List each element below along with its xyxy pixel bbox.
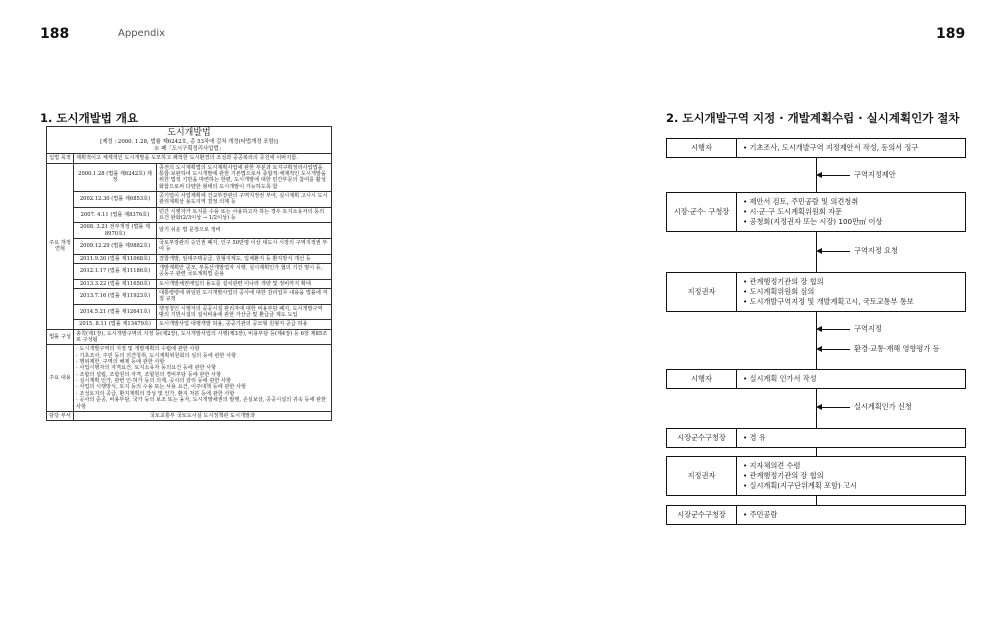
history-text: 민간 시행자가 토지를 수용 또는 사용하고자 하는 경우 토지소유자의 동의요건 완화(2/3이상 → 1/2이상) 등 — [157, 207, 332, 223]
step-actor: 시장·군수· 구청장 — [667, 193, 737, 231]
contents-item: · 공사의 준공, 비용부담, 국가 등의 보조 또는 융자, 도시개발채권의 발행, 손실보상, 공공시설의 귀속 등에 관한 사항 — [76, 397, 329, 410]
arrow-label: 구역지정제안 — [854, 170, 896, 179]
step-task: • 도시계획위원회 심의 — [743, 287, 959, 297]
flow-arrow — [816, 170, 896, 180]
history-date: 2000.1.28 (법률 제6242호) 제정 — [74, 163, 157, 191]
structure-text: 총칙(제1장), 도시개발구역의 지정 등(제2장), 도시개발사업의 시행(제3장), 비용부담 등(제4장) 등 6장 제85조로 구성됨 — [74, 329, 332, 345]
step-task: • 주민공람 — [743, 510, 959, 520]
enact-info: [제정 : 2000. 1.28, 법률 제6242호, 총 53차에 걸쳐 개정(타법개정 포함)] — [100, 138, 278, 145]
contents-item: · 실시계획 인가, 관련 인·허가 등의 의제, 공사의 감리 등에 관한 사항 — [76, 378, 329, 384]
step-actor: 지정권자 — [667, 273, 737, 311]
history-text: 도시개발사업 대행개발 허용, 공공기관의 공모형 원형지 공급 허용 — [157, 320, 332, 329]
history-date: 2013.3.22 (법률 제11650호) — [74, 279, 157, 288]
structure-label: 법률 구성 — [47, 329, 74, 345]
step-task: • 기초조사, 도시개발구역 지정제안서 작성, 동의서 징구 — [743, 143, 959, 153]
repeal-info: ※ 폐「도시구획정리사업법」 — [154, 145, 224, 152]
law-overview-table — [46, 126, 332, 421]
page-number-left: 188 — [40, 26, 70, 42]
step-task: • 시·군·구 도시계획위원회 자문 — [743, 207, 959, 217]
law-name: 도시개발법 — [167, 128, 211, 138]
step-task: • 도시개발구역지정 및 개발계획고시, 국토교통부 통보 — [743, 297, 959, 307]
history-date: 2008. 3.21 전부개정 (법률 제8970호) — [74, 223, 157, 239]
step-actor: 지정권자 — [667, 457, 737, 495]
purpose-text: 계획적이고 체계적인 도시개발을 도모하고 쾌적한 도시환경의 조성과 공공복리의 증진에 이바지함. — [74, 154, 332, 163]
flow-arrow — [816, 402, 912, 412]
contents-item: · 사업의 시행방식, 토지 등의 수용 또는 사용 요건, 이주대책 등에 관한 사항 — [76, 384, 329, 390]
flow-arrow — [816, 324, 882, 334]
history-date: 2012.1.17 (법률 제11186호) — [74, 263, 157, 279]
history-text: 결합개발, 임대주택공급, 원형지제도, 입체환지 등 환지방식 개선 등 — [157, 254, 332, 263]
contents-item: · 도시개발구역의 지정 및 개발계획의 수립에 관한 사항 — [76, 346, 329, 352]
flow-step — [666, 456, 966, 496]
step-task: • 제안서 검토, 주민공람 및 의견청취 — [743, 197, 959, 207]
history-date: 2009.12.29 (법률 제9882호) — [74, 238, 157, 254]
procedure-flowchart — [666, 0, 966, 625]
purpose-label: 입법 목적 — [47, 154, 74, 163]
history-text: 도시개발채권매입의 용도를 설치관련 이나라 개량 및 정비까지 확대 — [157, 279, 332, 288]
flow-arrow — [816, 344, 940, 354]
history-date: 2015. 8.11 (법률 제13479호) — [74, 320, 157, 329]
step-actor: 시행자 — [667, 370, 737, 388]
history-date: 2014.5.21 (법률 제12641호) — [74, 304, 157, 320]
flow-step — [666, 272, 966, 312]
step-task: • 관계행정기관의 장 협의 — [743, 277, 959, 287]
arrow-label: 구역지정 — [854, 324, 882, 333]
step-task: • 실시계획 인가서 작성 — [743, 374, 959, 384]
page-number-right: 189 — [936, 26, 966, 42]
history-date: 2011.9.30 (법률 제11068호) — [74, 254, 157, 263]
history-text: 행정청인 시행자의 공공시설 관리자에 대한 비용부담 폐지, 도시개발구역 밖의 기반시설의 설치비용에 관한 가산금 및 환급금 제도 도입 — [157, 304, 332, 320]
step-actor: 시장군수구청장 — [667, 506, 737, 524]
contents-item: · 조성토지의 공급, 환지계획의 작성 및 인가, 환지 처분 등에 관한 사항 — [76, 391, 329, 397]
history-date: 2013.7.16 (법률 제11923호) — [74, 289, 157, 305]
flow-step — [666, 428, 966, 448]
history-text: 종전의 도시계획법의 도시계획사업에 관한 부분과 토지구획정리사업법을 통합·보완하여 도시개발에 관한 기본법으로서 종합적·체계적인 도시개발을 위한 법적 기반을 마련하는 한편, 도시개발에 대한 민간부문의 참여를 활성화함으로써 다양한 형태의 도시개발이 가능하도록 함 — [157, 163, 332, 191]
history-text: 개발계획안 공모, 부동산개발업자 시행, 실시계획인가 협의 기간 명시 등, 공동구 관련 국토계획법 준용 — [157, 263, 332, 279]
arrow-label: 실시계획인가 신청 — [854, 402, 912, 411]
contents-list — [74, 345, 332, 411]
section-title-overview: 1. 도시개발법 개요 — [40, 111, 139, 125]
dept-label: 담당 부서 — [47, 411, 74, 420]
step-task: • 경 유 — [743, 433, 959, 443]
flow-step — [666, 192, 966, 232]
contents-item: · 기초조사, 주민 등의 의견청취, 도시계획위원회의 심의 등에 관한 사항 — [76, 353, 329, 359]
arrow-label: 환경·교통·재해 영향평가 등 — [854, 344, 940, 353]
running-header: Appendix — [118, 28, 166, 39]
flow-step — [666, 369, 966, 389]
flow-step — [666, 138, 966, 158]
dept-text: 국토교통부 국토도시실 도시정책관 도시개발과 — [74, 411, 332, 420]
flow-arrow — [816, 246, 898, 256]
step-task: • 실시계획(지구단위계획 포함) 고시 — [743, 481, 959, 491]
contents-item: · 행위제한, 구역의 해제 등에 관한 사항 — [76, 359, 329, 365]
contents-item: · 사업시행자의 자격요건, 토지소유자 동의요건 등에 관한 사항 — [76, 365, 329, 371]
table-header — [47, 127, 332, 154]
contents-item: · 조합의 설립, 조합원의 자격, 조합원의 경비부담 등에 관한 사항 — [76, 372, 329, 378]
history-date: 2002.12.30 (법률 제6853호) — [74, 191, 157, 207]
history-text: 공기업이 사업계획에 건교부장관의 구역지정권 부여, 실시계획 고시시 도시관리계획상 용도지역 결정 의제 등 — [157, 191, 332, 207]
history-text: 대통령령에 위임된 도시개발사업의 공사에 대한 감리업무 내용을 법률에 직접 규정 — [157, 289, 332, 305]
step-actor: 시행자 — [667, 139, 737, 157]
history-label: 주요 개정 연혁 — [47, 163, 74, 329]
history-date: 2007. 4.11 (법률 제8376호) — [74, 207, 157, 223]
contents-label: 주요 내용 — [47, 345, 74, 411]
step-task: • 지자체의견 수렴 — [743, 461, 959, 471]
flow-step — [666, 505, 966, 525]
arrow-label: 구역지정 요청 — [854, 246, 898, 255]
step-task: • 관계행정기관의 장 협의 — [743, 471, 959, 481]
step-actor: 시장군수구청장 — [667, 429, 737, 447]
section-title-procedure: 2. 도시개발구역 지정 · 개발계획수립 · 실시계획인가 절차 — [666, 111, 960, 125]
history-text: 알기 쉬운 법 문장으로 정비 — [157, 223, 332, 239]
history-text: 국토부장관의 승인권 폐지, 인구 50만명 이상 대도시 시장의 구역지정권 부여 등 — [157, 238, 332, 254]
step-task: • 공청회(지정권자 또는 시장) 100만㎡ 이상 — [743, 217, 959, 227]
